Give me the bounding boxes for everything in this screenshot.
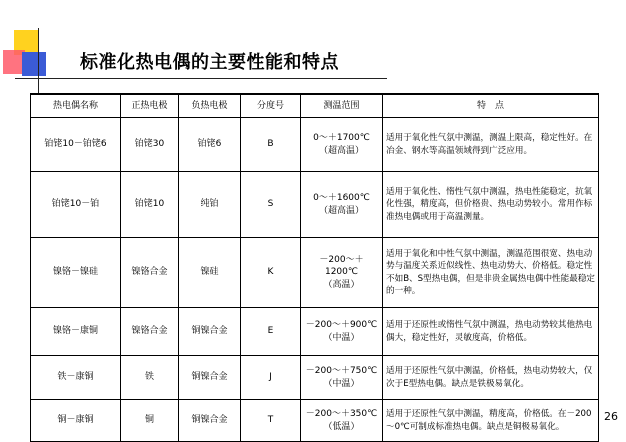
thermocouple-table <box>30 93 599 442</box>
cell-name: 镍铬－镍硅 <box>31 238 121 308</box>
cell-code: B <box>241 118 301 172</box>
cell-range <box>301 400 383 442</box>
header-name: 热电偶名称 <box>31 94 121 118</box>
cell-range <box>301 172 383 238</box>
cell-features: 适用于还原性气氛中测温，价格低，热电动势较大，仅次于E型热电偶。缺点是铁极易氧化。 <box>383 356 599 400</box>
header-features: 特 点 <box>383 94 599 118</box>
cell-negative: 铜镍合金 <box>179 308 241 356</box>
cell-name: 铁－康铜 <box>31 356 121 400</box>
cell-features: 适用于氧化和中性气氛中测温，测温范围很宽、热电动势与温度关系近似线性、热电动势大、价格低。稳定性不如B、S型热电偶，但是非贵金属热电偶中性能最稳定的一种。 <box>383 238 599 308</box>
table-row <box>31 238 599 308</box>
cell-positive: 铂铑30 <box>121 118 179 172</box>
cell-range <box>301 356 383 400</box>
cell-negative: 纯铂 <box>179 172 241 238</box>
range-value: －200～＋750℃ <box>305 365 378 376</box>
cell-name: 铜－康铜 <box>31 400 121 442</box>
cell-positive: 镍铬合金 <box>121 308 179 356</box>
cell-code: E <box>241 308 301 356</box>
range-note: （超高温） <box>318 145 364 156</box>
cell-features: 适用于还原性气氛中测温，精度高，价格低。在－200～0℃可制成标准热电偶。缺点是铜极易氧化。 <box>383 400 599 442</box>
range-note: （低温） <box>323 421 360 432</box>
cell-features: 适用于氧化性气氛中测温，测温上限高，稳定性好。在冶金、钢水等高温领域得到广泛应用。 <box>383 118 599 172</box>
cell-features: 适用于氧化性、惰性气氛中测温，热电性能稳定，抗氧化性强，精度高，但价格贵、热电动势较小。常用作标准热电偶或用于高温测量。 <box>383 172 599 238</box>
table-row <box>31 118 599 172</box>
cell-positive: 铂铑10 <box>121 172 179 238</box>
table-header-row <box>31 94 599 118</box>
decor-vertical-line <box>38 28 39 98</box>
range-note: （超高温） <box>318 205 364 216</box>
range-note: （高温） <box>323 279 360 290</box>
cell-name: 镍铬－康铜 <box>31 308 121 356</box>
cell-range <box>301 118 383 172</box>
header-negative: 负热电极 <box>179 94 241 118</box>
header-range: 测温范围 <box>301 94 383 118</box>
cell-name: 铂铑10－铂铑6 <box>31 118 121 172</box>
cell-code: K <box>241 238 301 308</box>
cell-negative: 铜镍合金 <box>179 356 241 400</box>
range-note: （中温） <box>323 332 360 343</box>
table-row <box>31 172 599 238</box>
cell-code: T <box>241 400 301 442</box>
cell-positive: 铁 <box>121 356 179 400</box>
range-value: －200～＋1200℃ <box>319 254 364 278</box>
range-value: 0～＋1600℃ <box>313 192 370 203</box>
table-row <box>31 356 599 400</box>
cell-code: S <box>241 172 301 238</box>
cell-name: 铂铑10－铂 <box>31 172 121 238</box>
table-row <box>31 400 599 442</box>
cell-features: 适用于还原性或惰性气氛中测温，热电动势较其他热电偶大，稳定性好，灵敏度高，价格低。 <box>383 308 599 356</box>
decor-title-underline <box>15 78 387 79</box>
page-title: 标准化热电偶的主要性能和特点 <box>80 52 339 73</box>
cell-negative: 镍硅 <box>179 238 241 308</box>
cell-range <box>301 238 383 308</box>
range-value: －200～＋350℃ <box>305 408 378 419</box>
header-code: 分度号 <box>241 94 301 118</box>
range-note: （中温） <box>323 378 360 389</box>
cell-positive: 镍铬合金 <box>121 238 179 308</box>
cell-code: J <box>241 356 301 400</box>
range-value: －200～＋900℃ <box>305 319 378 330</box>
cell-negative: 铂铑6 <box>179 118 241 172</box>
range-value: 0～＋1700℃ <box>313 132 370 143</box>
cell-range <box>301 308 383 356</box>
decor-blue-square <box>22 52 46 76</box>
page-number: 26 <box>604 410 618 423</box>
table-row <box>31 308 599 356</box>
cell-negative: 铜镍合金 <box>179 400 241 442</box>
cell-positive: 铜 <box>121 400 179 442</box>
header-positive: 正热电极 <box>121 94 179 118</box>
